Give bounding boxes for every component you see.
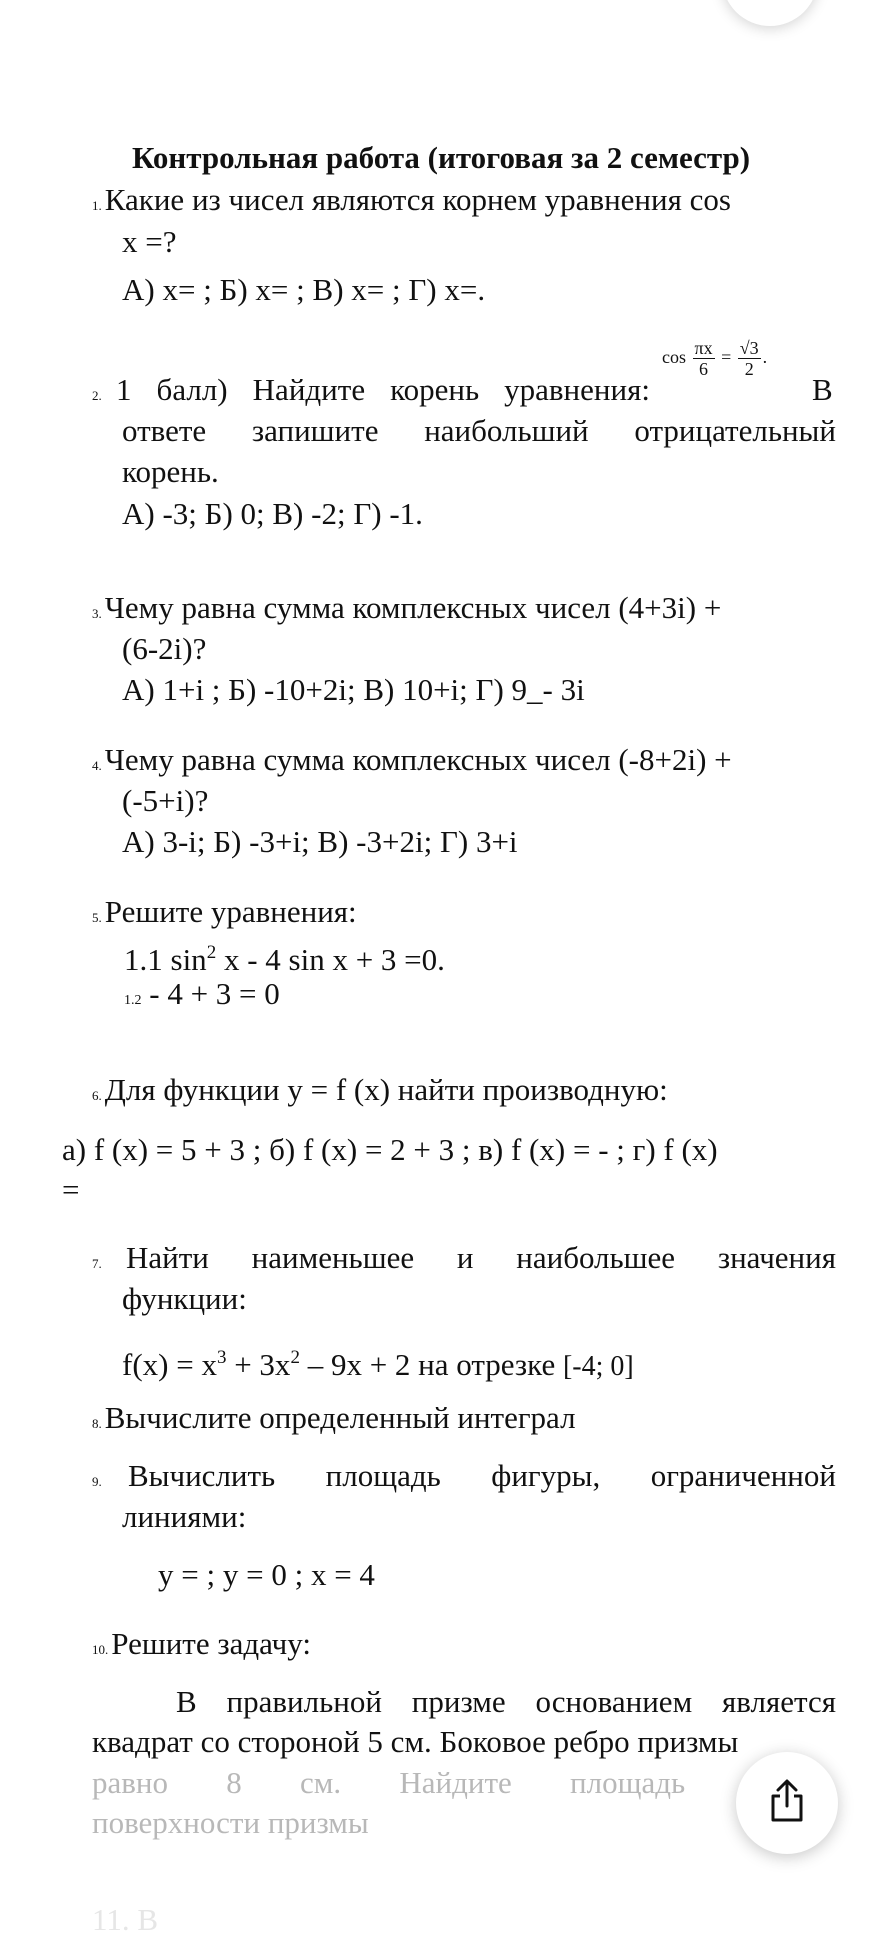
word: основанием (535, 1684, 693, 1719)
question-4-answers: А) 3-i; Б) -3+i; В) -3+2i; Г) 3+i (122, 824, 518, 859)
word: Найдите (252, 372, 366, 407)
word: и (456, 1240, 474, 1275)
question-1-line2: x =? (122, 224, 177, 259)
question-9-lines: y = ; y = 0 ; x = 4 (158, 1557, 375, 1592)
word: ответе (122, 413, 207, 448)
question-4-line2: (-5+i)? (122, 783, 209, 818)
question-2-line3: корень. (122, 454, 219, 489)
question-9 (92, 1456, 105, 1502)
fraction-pi-x-6 (693, 338, 715, 379)
question-4 (92, 740, 732, 786)
question-text: Чему равна сумма комплексных чисел (4+3i) + (104, 590, 722, 625)
word: запишите (251, 413, 379, 448)
question-text: Вычислите определенный интеграл (104, 1400, 576, 1435)
question-9-line1 (128, 1456, 836, 1496)
numerator: πx (694, 338, 713, 359)
denominator: 6 (699, 359, 709, 380)
problem-line3 (92, 1763, 760, 1803)
numerator: √3 (739, 338, 759, 359)
floating-button-top[interactable] (722, 0, 818, 26)
question-3-answers: А) 1+i ; Б) -10+2i; В) 10+i; Г) 9_- 3i (122, 672, 585, 707)
question-2-answers: А) -3; Б) 0; В) -2; Г) -1. (122, 496, 423, 531)
word: значения (717, 1240, 836, 1275)
period: . (762, 347, 768, 367)
question-1-answers: А) x= ; Б) x= ; В) x= ; Г) x=. (122, 272, 486, 307)
interval: [-4; 0] (562, 1351, 634, 1382)
question-10 (92, 1624, 311, 1670)
question-5 (92, 892, 357, 938)
fraction-sqrt3-2 (738, 338, 761, 379)
question-2-line1-end: В (812, 372, 833, 407)
question-2 (92, 370, 105, 416)
question-7-line2: функции: (122, 1281, 247, 1316)
function-text: – 9x + 2 на отрезке (299, 1347, 563, 1382)
question-number: 8. (92, 1416, 102, 1431)
page-title: Контрольная работа (итоговая за 2 семестр) (132, 140, 751, 175)
question-3-line2: (6-2i)? (122, 631, 207, 666)
question-9-line2: линиями: (122, 1499, 247, 1534)
function-definition (122, 1338, 634, 1387)
question-text: Какие из чисел являются корнем уравнения cos (104, 182, 731, 217)
equation-text: x - 4 sin x + 3 =0. (216, 942, 445, 977)
question-3 (92, 588, 721, 634)
word: фигуры, (491, 1458, 601, 1493)
word: наибольший (424, 413, 589, 448)
question-number: 3. (92, 606, 102, 621)
question-text: Решите задачу: (111, 1626, 311, 1661)
superscript: 2 (206, 942, 217, 963)
equation-text: 1.1 sin (124, 942, 207, 977)
problem-line1 (176, 1682, 836, 1722)
question-7-line1 (126, 1238, 836, 1278)
word: см. (300, 1765, 342, 1800)
word: является (722, 1684, 836, 1719)
function-text: + 3x (226, 1347, 291, 1382)
word: Вычислить (128, 1458, 276, 1493)
question-number: 5. (92, 910, 102, 925)
question-number: 7. (92, 1256, 102, 1271)
question-text: Для функции y = f (x) найти производную: (104, 1072, 668, 1107)
word: правильной (226, 1684, 382, 1719)
problem-line4: поверхности призмы (92, 1805, 369, 1840)
word: балл) (156, 372, 228, 407)
equation-1-2 (124, 974, 280, 1021)
cos-label: cos (662, 347, 686, 367)
word: наименьшее (251, 1240, 415, 1275)
question-number: 9. (92, 1474, 102, 1489)
question-8 (92, 1398, 576, 1444)
question-1 (92, 180, 731, 226)
word: Найдите (399, 1765, 512, 1800)
question-number: 6. (92, 1088, 102, 1103)
question-6 (92, 1070, 668, 1116)
question-7 (92, 1238, 105, 1284)
question-number: 10. (92, 1642, 109, 1657)
denominator: 2 (744, 359, 754, 380)
word: В (176, 1684, 197, 1719)
word: призме (411, 1684, 506, 1719)
equation-1-1 (124, 933, 445, 980)
word: 1 (116, 372, 132, 407)
word: ограниченной (650, 1458, 836, 1493)
problem-line2: квадрат со стороной 5 см. Боковое ребро призмы (92, 1724, 739, 1759)
word: равно (92, 1765, 168, 1800)
question-text: Чему равна сумма комплексных чисел (-8+2i) + (104, 742, 732, 777)
share-button[interactable] (736, 1752, 838, 1854)
cos-equation (662, 337, 767, 379)
superscript: 3 (216, 1347, 227, 1368)
equation-text: - 4 + 3 = 0 (141, 976, 280, 1011)
function-text: f(x) = x (122, 1347, 217, 1382)
equals-sign: = (721, 347, 732, 367)
share-icon (767, 1778, 807, 1829)
question-number: 1. (92, 198, 102, 213)
question-text: Решите уравнения: (104, 894, 357, 929)
question-11-partial: 11. В (92, 1902, 159, 1937)
question-number: 4. (92, 758, 102, 773)
word: Найти (126, 1240, 209, 1275)
word: наибольшее (516, 1240, 676, 1275)
question-2-line1 (116, 370, 650, 410)
question-6-functions: а) f (x) = 5 + 3 ; б) f (x) = 2 + 3 ; в) f (x) = - ; г) f (x) (62, 1132, 718, 1167)
word: корень (390, 372, 480, 407)
word: отрицательный (634, 413, 836, 448)
word: уравнения: (504, 372, 650, 407)
word: площадь (325, 1458, 441, 1493)
word: 8 (226, 1765, 242, 1800)
superscript: 2 (290, 1347, 300, 1368)
word: площадь (570, 1765, 686, 1800)
question-6-line3: = (62, 1172, 80, 1207)
question-2-line2 (122, 411, 836, 451)
equation-number: 1.2 (124, 993, 142, 1008)
question-number: 2. (92, 388, 102, 403)
